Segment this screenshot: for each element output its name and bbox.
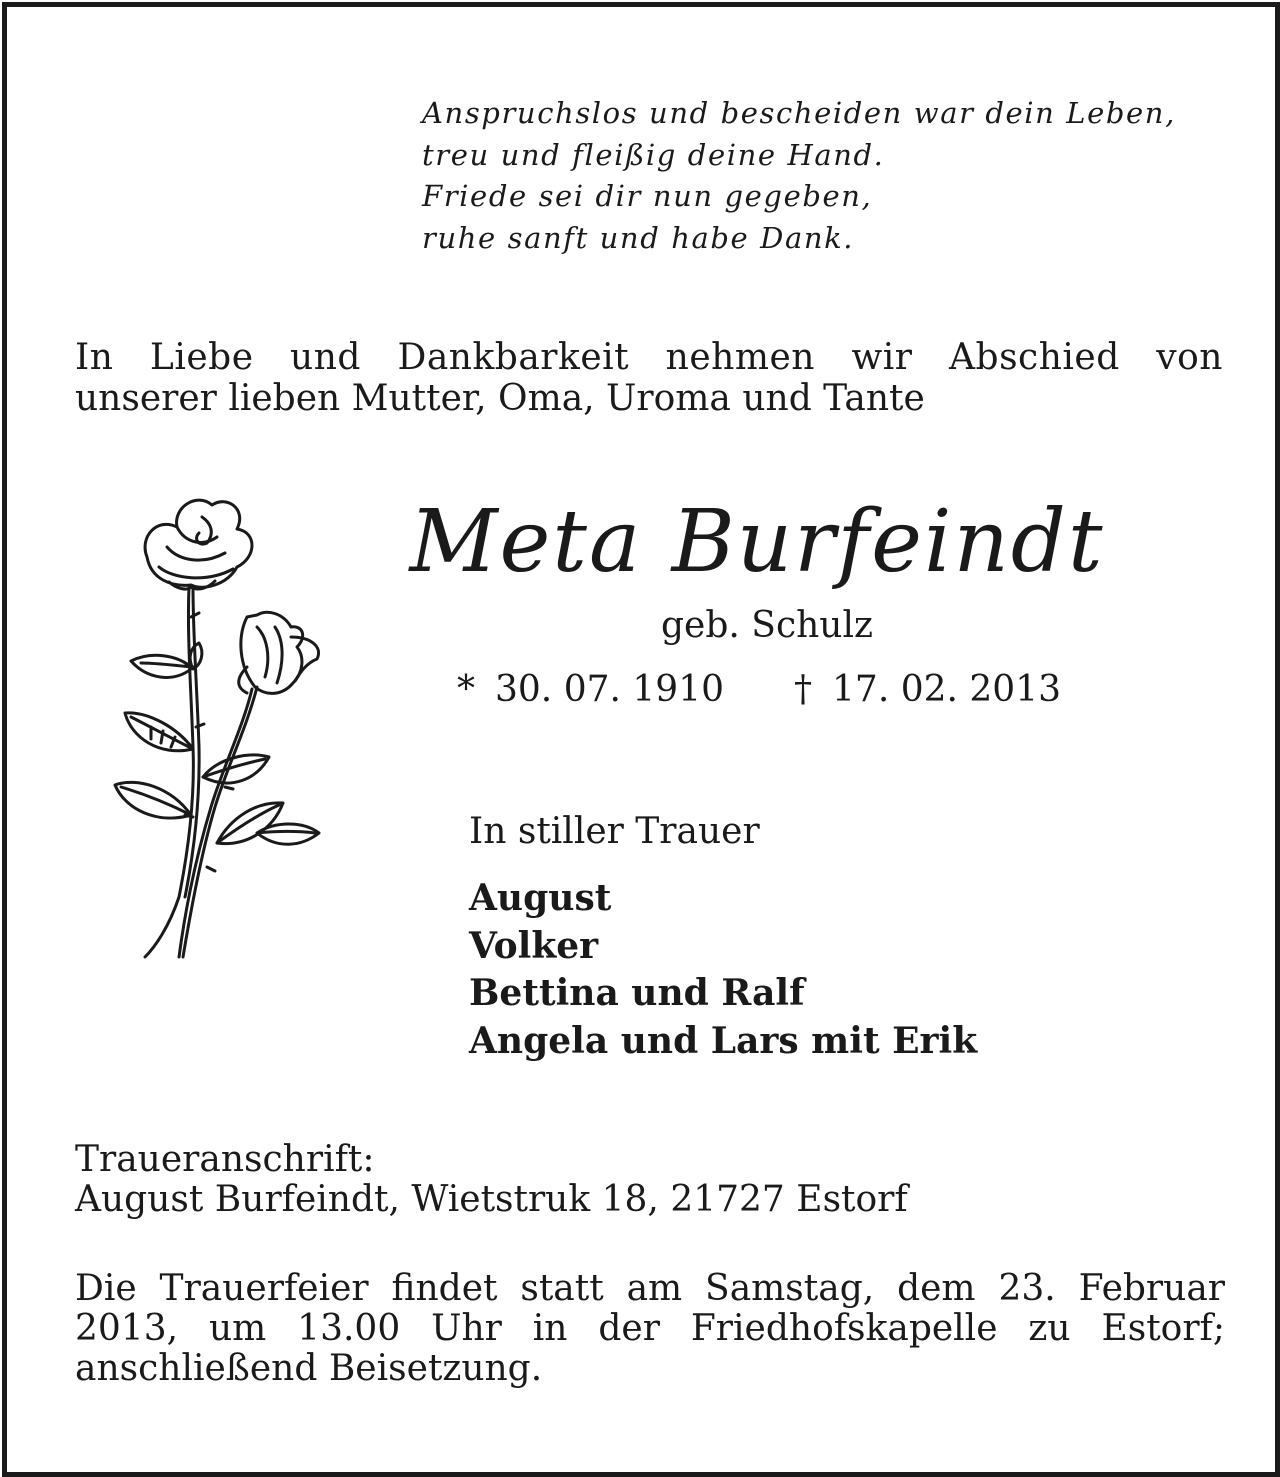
intro-line: unserer lieben Mutter, Oma, Uroma und Tante (75, 378, 925, 419)
intro-text (75, 337, 1223, 419)
life-dates (457, 667, 1117, 713)
mourner-name: August (469, 877, 612, 919)
ceremony-line: 2013, um 13.00 Uhr in der Friedhofskapelle zu Estorf; (75, 1308, 1225, 1349)
intro-line: In Liebe und Dankbarkeit nehmen wir Abschied von (75, 337, 1223, 378)
deceased-name: Meta Burfeindt (409, 492, 1105, 592)
birth-symbol: * (457, 669, 475, 710)
death-symbol: † (794, 669, 813, 710)
ceremony-notice (75, 1269, 1225, 1389)
mourner-name: Bettina und Ralf (469, 972, 805, 1014)
mourners-list (469, 875, 977, 1065)
poem-line: treu und fleißig deine Hand. (422, 137, 885, 172)
ceremony-line: anschließend Beisetzung. (75, 1348, 543, 1389)
poem-line: Anspruchslos und bescheiden war dein Leben, (422, 96, 1176, 130)
mourner-name: Angela und Lars mit Erik (469, 1019, 978, 1062)
poem (422, 93, 1242, 259)
maiden-name: geb. Schulz (661, 605, 873, 646)
mourning-address (75, 1140, 908, 1220)
address-label: Traueranschrift: (75, 1139, 375, 1180)
rose-drawing-icon (107, 487, 337, 977)
obituary-frame (2, 2, 1280, 1477)
birth-date: 30. 07. 1910 (495, 669, 725, 710)
mourner-name: Volker (469, 924, 599, 967)
poem-line: ruhe sanft und habe Dank. (422, 220, 855, 255)
poem-line: Friede sei dir nun gegeben, (422, 179, 873, 213)
mourning-label: In stiller Trauer (469, 811, 760, 852)
address-value: August Burfeindt, Wietstruk 18, 21727 Estorf (75, 1179, 908, 1220)
ceremony-line: Die Trauerfeier findet statt am Samstag, dem 23. Februar (75, 1268, 1225, 1309)
death-date: 17. 02. 2013 (832, 669, 1062, 710)
